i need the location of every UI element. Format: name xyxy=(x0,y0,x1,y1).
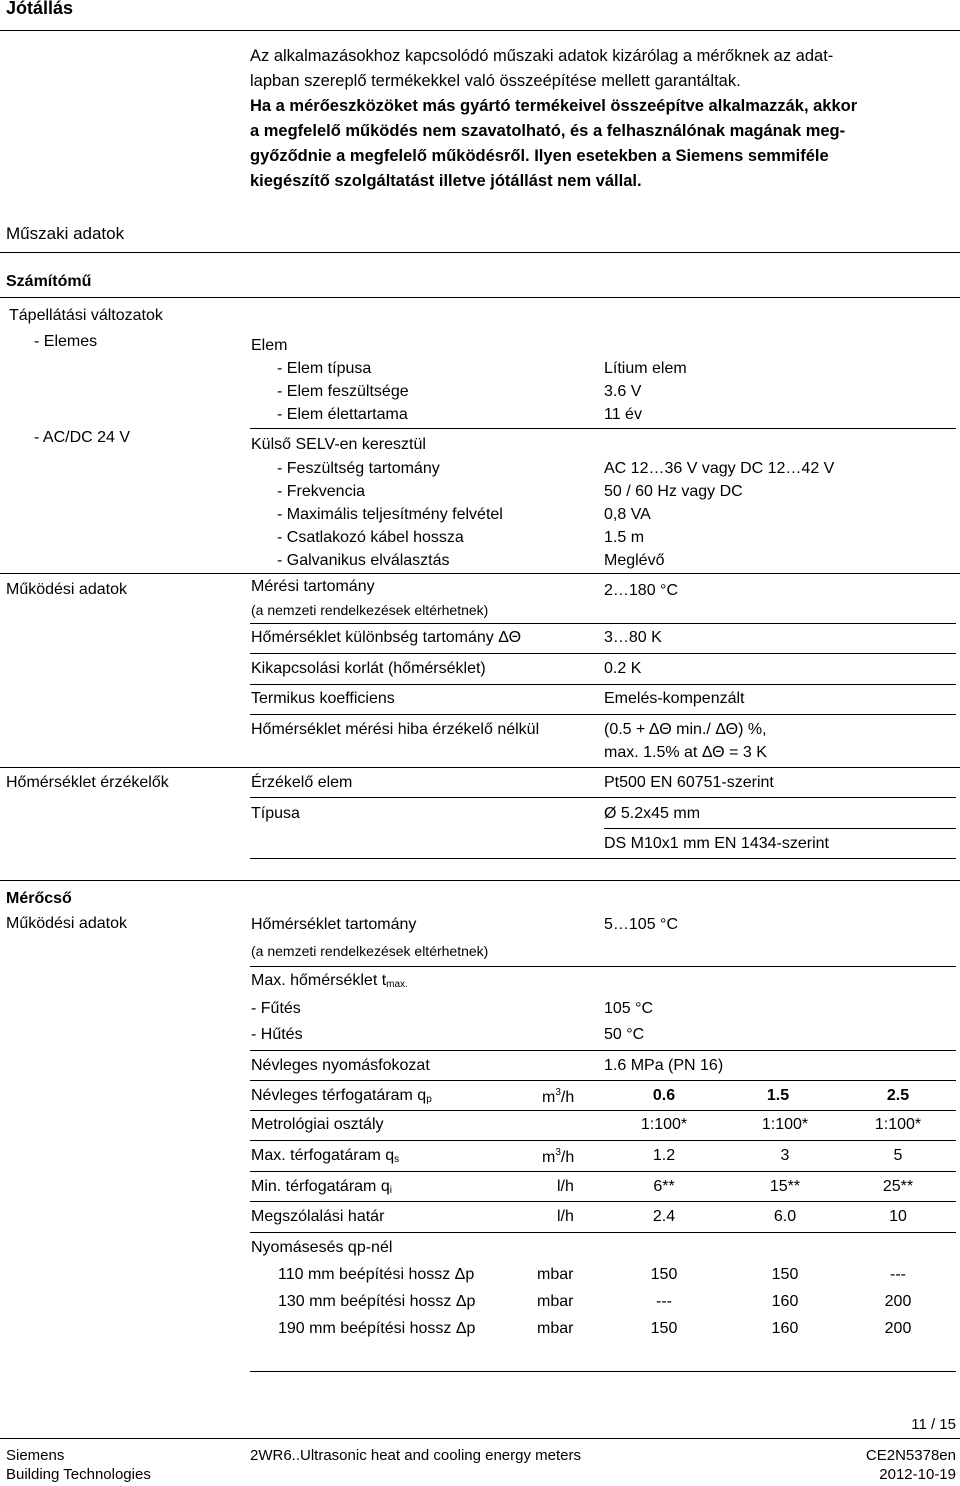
warranty-line: kiegészítő szolgáltatást illetve jótállást nem vállal. xyxy=(250,172,642,190)
hom-hiba-label: Hőmérséklet mérési hiba érzékelő nélkül xyxy=(251,721,540,738)
divider xyxy=(250,858,956,859)
flow-cell: 5 xyxy=(893,1147,903,1164)
unit-rest: /h xyxy=(560,1149,575,1166)
nyomases-cell: --- xyxy=(656,1293,672,1310)
divider xyxy=(250,1201,956,1202)
flow-row-unit xyxy=(542,1147,574,1167)
meresi-label: Mérési tartomány xyxy=(251,578,375,595)
nyomases-cell: 200 xyxy=(884,1320,912,1337)
flow-cell: 1:100* xyxy=(761,1116,809,1133)
elem-row-label: - Elem élettartama xyxy=(277,406,408,423)
selv-row-value: Meglévő xyxy=(604,552,665,569)
tipusa-value: Ø 5.2x45 mm xyxy=(604,805,701,822)
selv-row-label: - Maximális teljesítmény felvétel xyxy=(277,506,503,523)
hom-tart-note: (a nemzeti rendelkezések eltérhetnek) xyxy=(251,943,489,959)
nyomases-row-label: 190 mm beépítési hossz Δp xyxy=(278,1320,476,1337)
elem-title: Elem xyxy=(251,337,288,354)
nyomases-row-unit: mbar xyxy=(537,1293,574,1310)
flow-cell: 1:100* xyxy=(640,1116,688,1133)
warranty-line: a megfelelő működés nem szavatolható, és a felhasználónak magának meg- xyxy=(250,122,846,140)
selv-row-label: - Csatlakozó kábel hossza xyxy=(277,529,464,546)
kikapcs-value: 0.2 K xyxy=(604,660,642,677)
nyomases-cell: 150 xyxy=(650,1320,678,1337)
section-heading-jotallas: Jótállás xyxy=(6,0,74,18)
unit-text: m xyxy=(542,1089,556,1106)
tipusa-label: Típusa xyxy=(251,805,300,822)
divider xyxy=(250,684,956,685)
erzekelo-value: Pt500 EN 60751-szerint xyxy=(604,774,774,791)
subsection-heading-merocso: Mérőcső xyxy=(6,890,72,907)
flow-cell: 2.5 xyxy=(886,1087,910,1104)
hom-tart-value: 5…105 °C xyxy=(604,916,678,933)
meresi-note: (a nemzeti rendelkezések eltérhetnek) xyxy=(251,602,489,618)
elem-row-label: - Elem feszültsége xyxy=(277,383,409,400)
termikus-label: Termikus koefficiens xyxy=(251,690,395,707)
divider xyxy=(0,297,960,298)
divider xyxy=(250,653,956,654)
flow-row-label xyxy=(251,1087,432,1105)
label-elemes: - Elemes xyxy=(34,333,98,350)
warranty-line: lapban szereplő termékekkel való összeépítése mellett garantáltak. xyxy=(250,72,741,90)
flow-cell: 25** xyxy=(882,1178,914,1195)
nyomases-row-unit: mbar xyxy=(537,1266,574,1283)
unit-sup: 3 xyxy=(555,1087,561,1098)
selv-row-value: AC 12…36 V vagy DC 12…42 V xyxy=(604,460,835,477)
unit-sup: 3 xyxy=(555,1147,561,1158)
termikus-value: Emelés-kompenzált xyxy=(604,690,745,707)
nyomases-cell: 200 xyxy=(884,1293,912,1310)
flow-cell: 1.5 xyxy=(766,1087,790,1104)
flow-label-sub: i xyxy=(389,1185,392,1196)
selv-row-value: 0,8 VA xyxy=(604,506,651,523)
divider xyxy=(250,1232,956,1233)
divider xyxy=(250,1371,956,1372)
divider xyxy=(0,767,960,768)
selv-row-label: - Galvanikus elválasztás xyxy=(277,552,450,569)
footer-doc-id: CE2N5378en xyxy=(865,1447,956,1464)
divider xyxy=(250,1140,956,1141)
flow-cell: 1.2 xyxy=(652,1147,676,1164)
max-hom-text: Max. hőmérséklet t xyxy=(251,972,387,989)
flow-row-unit: l/h xyxy=(557,1208,574,1225)
elem-row-label: - Elem típusa xyxy=(277,360,372,377)
hom-kul-label: Hőmérséklet különbség tartomány ΔΘ xyxy=(251,629,522,646)
flow-row-unit: l/h xyxy=(557,1178,574,1195)
selv-row-label: - Frekvencia xyxy=(277,483,366,500)
label-homerseklet-erzekelok: Hőmérséklet érzékelők xyxy=(6,774,169,791)
max-hom-sub: max. xyxy=(386,979,408,990)
flow-cell: 3 xyxy=(780,1147,790,1164)
footer-company: Siemens xyxy=(6,1447,65,1464)
flow-row-label: Megszólalási határ xyxy=(251,1208,385,1225)
flow-label-text: Névleges térfogatáram q xyxy=(251,1087,427,1104)
kikapcs-label: Kikapcsolási korlát (hőmérséklet) xyxy=(251,660,486,677)
nyomases-cell: 150 xyxy=(771,1266,799,1283)
flow-row-unit xyxy=(542,1087,574,1107)
nyomases-row-label: 130 mm beépítési hossz Δp xyxy=(278,1293,476,1310)
flow-cell: 6** xyxy=(653,1178,675,1195)
footer-division: Building Technologies xyxy=(6,1466,151,1483)
nyomases-cell: 160 xyxy=(771,1320,799,1337)
flow-cell: 0.6 xyxy=(652,1087,676,1104)
selv-row-value: 50 / 60 Hz vagy DC xyxy=(604,483,743,500)
nyomases-cell: --- xyxy=(890,1266,906,1283)
label-mukodesi-adatok: Működési adatok xyxy=(6,581,127,598)
nyomases-cell: 160 xyxy=(771,1293,799,1310)
flow-row-label: Metrológiai osztály xyxy=(251,1116,384,1133)
divider xyxy=(250,966,956,967)
warranty-paragraph xyxy=(250,44,960,194)
unit-rest: /h xyxy=(560,1089,575,1106)
footer-divider xyxy=(0,1438,960,1439)
warranty-line: Ha a mérőeszközöket más gyártó termékeivel összeépítve alkalmazzák, akkor xyxy=(250,97,858,115)
warranty-line: Az alkalmazásokhoz kapcsolódó műszaki adatok kizárólag a mérőknek az adat- xyxy=(250,47,834,65)
flow-cell: 10 xyxy=(889,1208,907,1225)
tipusa-value: DS M10x1 mm EN 1434-szerint xyxy=(604,835,829,852)
nyomas-value: 1.6 MPa (PN 16) xyxy=(604,1057,724,1074)
divider xyxy=(0,573,960,574)
subsection-heading-szamitomu: Számítómű xyxy=(6,273,92,290)
flow-label-text: Max. térfogatáram q xyxy=(251,1147,395,1164)
futes-value: 105 °C xyxy=(604,1000,654,1017)
selv-title: Külső SELV-en keresztül xyxy=(251,436,426,453)
divider xyxy=(250,1171,956,1172)
footer-product: 2WR6..Ultrasonic heat and cooling energy meters xyxy=(250,1447,581,1464)
unit-text: m xyxy=(542,1149,556,1166)
flow-label-sub: p xyxy=(426,1094,432,1105)
divider xyxy=(0,30,960,31)
nyomases-row-label: 110 mm beépítési hossz Δp xyxy=(278,1266,475,1283)
divider xyxy=(250,1050,956,1051)
divider xyxy=(250,1080,956,1081)
nyomases-title: Nyomásesés qp-nél xyxy=(251,1239,393,1256)
meresi-value: 2…180 °C xyxy=(604,582,678,599)
flow-cell: 2.4 xyxy=(652,1208,676,1225)
divider xyxy=(0,252,960,253)
futes-label: - Fűtés xyxy=(251,1000,301,1017)
selv-row-label: - Feszültség tartomány xyxy=(277,460,440,477)
divider xyxy=(0,880,960,881)
flow-label-sub: s xyxy=(394,1154,400,1165)
label-tapellatasi: Tápellátási változatok xyxy=(9,307,163,324)
flow-cell: 15** xyxy=(769,1178,801,1195)
hom-kul-value: 3…80 K xyxy=(604,629,662,646)
flow-row-label xyxy=(251,1147,399,1165)
divider xyxy=(604,828,956,829)
hutes-value: 50 °C xyxy=(604,1026,645,1043)
label-mukodesi-adatok: Működési adatok xyxy=(6,915,127,932)
nyomas-label: Névleges nyomásfokozat xyxy=(251,1057,430,1074)
flow-row-label xyxy=(251,1178,392,1196)
nyomases-cell: 150 xyxy=(650,1266,678,1283)
nyomases-row-unit: mbar xyxy=(537,1320,574,1337)
max-hom-label xyxy=(251,972,408,990)
section-heading-muszaki: Műszaki adatok xyxy=(6,224,125,243)
warranty-line: győződnie a megfelelő működésről. Ilyen esetekben a Siemens semmiféle xyxy=(250,147,829,165)
elem-row-value: 3.6 V xyxy=(604,383,642,400)
divider xyxy=(250,623,956,624)
page-number: 11 / 15 xyxy=(911,1416,956,1433)
flow-cell: 6.0 xyxy=(773,1208,797,1225)
elem-row-value: Lítium elem xyxy=(604,360,687,377)
selv-row-value: 1.5 m xyxy=(604,529,645,546)
flow-cell: 1:100* xyxy=(874,1116,922,1133)
label-acdc: - AC/DC 24 V xyxy=(34,429,131,446)
divider xyxy=(250,1110,956,1111)
divider xyxy=(250,797,956,798)
hom-hiba-value: max. 1.5% at ΔΘ = 3 K xyxy=(604,744,767,761)
divider xyxy=(250,714,956,715)
footer-date: 2012-10-19 xyxy=(879,1466,956,1483)
flow-label-text: Min. térfogatáram q xyxy=(251,1178,390,1195)
hutes-label: - Hűtés xyxy=(251,1026,303,1043)
erzekelo-label: Érzékelő elem xyxy=(251,774,353,791)
elem-row-value: 11 év xyxy=(604,406,642,423)
divider xyxy=(250,428,956,429)
hom-hiba-value: (0.5 + ΔΘ min./ ΔΘ) %, xyxy=(604,721,767,738)
hom-tart-label: Hőmérséklet tartomány xyxy=(251,916,417,933)
